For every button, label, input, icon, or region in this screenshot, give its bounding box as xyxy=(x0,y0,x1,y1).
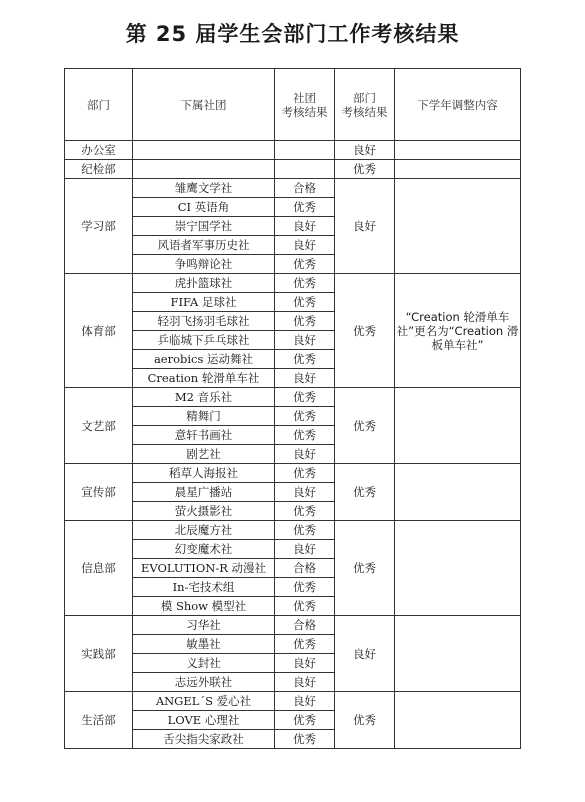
club-name-cell: M2 音乐社 xyxy=(133,388,275,407)
club-result-cell: 良好 xyxy=(275,692,335,711)
table-row xyxy=(65,464,521,483)
header-dept: 部门 xyxy=(65,69,133,141)
club-name-cell: 雏鹰文学社 xyxy=(133,179,275,198)
adjust-cell: “Creation 轮滑单车社”更名为“Creation 滑板单车社” xyxy=(395,274,521,388)
club-name-cell xyxy=(133,141,275,160)
dept-result-cell: 优秀 xyxy=(335,274,395,388)
adjust-cell xyxy=(395,179,521,274)
adjust-cell xyxy=(395,160,521,179)
table-row xyxy=(65,179,521,198)
table-row xyxy=(65,274,521,293)
header-club-result-bottom: 考核结果 xyxy=(281,104,328,119)
club-name-cell: ANGEL´S 爱心社 xyxy=(133,692,275,711)
club-result-cell xyxy=(275,141,335,160)
club-name-cell: 稻草人海报社 xyxy=(133,464,275,483)
club-result-cell: 优秀 xyxy=(275,350,335,369)
dept-cell: 生活部 xyxy=(65,692,133,749)
dept-cell: 体育部 xyxy=(65,274,133,388)
club-name-cell: 幻变魔术社 xyxy=(133,540,275,559)
club-result-cell: 优秀 xyxy=(275,730,335,749)
table-row xyxy=(65,160,521,179)
dept-result-cell: 优秀 xyxy=(335,521,395,616)
club-name-cell: 风语者军事历史社 xyxy=(133,236,275,255)
club-result-cell: 合格 xyxy=(275,559,335,578)
dept-result-cell: 良好 xyxy=(335,616,395,692)
dept-cell: 纪检部 xyxy=(65,160,133,179)
club-name-cell: Creation 轮滑单车社 xyxy=(133,369,275,388)
club-result-cell xyxy=(275,160,335,179)
club-result-cell: 优秀 xyxy=(275,388,335,407)
club-result-cell: 良好 xyxy=(275,331,335,350)
club-result-cell: 良好 xyxy=(275,673,335,692)
dept-cell: 信息部 xyxy=(65,521,133,616)
dept-result-cell: 优秀 xyxy=(335,388,395,464)
adjust-cell xyxy=(395,521,521,616)
club-name-cell: 精舞门 xyxy=(133,407,275,426)
dept-result-cell: 良好 xyxy=(335,179,395,274)
club-result-cell: 优秀 xyxy=(275,464,335,483)
club-result-cell: 优秀 xyxy=(275,312,335,331)
adjust-cell xyxy=(395,692,521,749)
results-table xyxy=(64,68,521,749)
club-name-cell: EVOLUTION-R 动漫社 xyxy=(133,559,275,578)
club-result-cell: 优秀 xyxy=(275,426,335,445)
club-name-cell: 萤火摄影社 xyxy=(133,502,275,521)
club-result-cell: 优秀 xyxy=(275,711,335,730)
table-row xyxy=(65,388,521,407)
header-dept-result-top: 部门 xyxy=(353,90,376,105)
header-clubs: 下属社团 xyxy=(133,69,275,141)
club-name-cell: 轻羽飞扬羽毛球社 xyxy=(133,312,275,331)
dept-cell: 学习部 xyxy=(65,179,133,274)
dept-result-cell: 优秀 xyxy=(335,160,395,179)
club-result-cell: 良好 xyxy=(275,236,335,255)
dept-result-cell: 良好 xyxy=(335,141,395,160)
club-result-cell: 良好 xyxy=(275,540,335,559)
header-club-result-top: 社团 xyxy=(293,90,316,105)
header-dept-result-bottom: 考核结果 xyxy=(341,104,388,119)
club-name-cell: 志远外联社 xyxy=(133,673,275,692)
club-result-cell: 合格 xyxy=(275,179,335,198)
club-name-cell: 争鸣辩论社 xyxy=(133,255,275,274)
club-result-cell: 良好 xyxy=(275,654,335,673)
club-name-cell: CI 英语角 xyxy=(133,198,275,217)
adjust-cell xyxy=(395,616,521,692)
header-dept-result xyxy=(335,69,395,141)
club-name-cell: 虎扑篮球社 xyxy=(133,274,275,293)
table-row xyxy=(65,141,521,160)
club-result-cell: 优秀 xyxy=(275,597,335,616)
club-name-cell: 晨星广播站 xyxy=(133,483,275,502)
club-result-cell: 优秀 xyxy=(275,255,335,274)
dept-cell: 文艺部 xyxy=(65,388,133,464)
table-row xyxy=(65,521,521,540)
header-adjust: 下学年调整内容 xyxy=(395,69,521,141)
club-result-cell: 优秀 xyxy=(275,293,335,312)
club-result-cell: 良好 xyxy=(275,217,335,236)
adjust-cell xyxy=(395,141,521,160)
adjust-cell xyxy=(395,388,521,464)
adjust-cell xyxy=(395,464,521,521)
club-name-cell: 乒临城下乒乓球社 xyxy=(133,331,275,350)
page-title: 第 25 届学生会部门工作考核结果 xyxy=(125,22,460,46)
club-name-cell: 舌尖指尖家政社 xyxy=(133,730,275,749)
club-name-cell: 崇宁国学社 xyxy=(133,217,275,236)
club-name-cell: 义封社 xyxy=(133,654,275,673)
club-name-cell: LOVE 心理社 xyxy=(133,711,275,730)
dept-result-cell: 优秀 xyxy=(335,692,395,749)
dept-result-cell: 优秀 xyxy=(335,464,395,521)
dept-cell: 宣传部 xyxy=(65,464,133,521)
club-result-cell: 优秀 xyxy=(275,198,335,217)
club-name-cell: 模 Show 模型社 xyxy=(133,597,275,616)
club-name-cell xyxy=(133,160,275,179)
club-result-cell: 优秀 xyxy=(275,521,335,540)
header-row xyxy=(65,69,521,141)
club-result-cell: 优秀 xyxy=(275,635,335,654)
table-row xyxy=(65,692,521,711)
club-result-cell: 优秀 xyxy=(275,274,335,293)
club-name-cell: FIFA 足球社 xyxy=(133,293,275,312)
club-result-cell: 良好 xyxy=(275,445,335,464)
table-row xyxy=(65,616,521,635)
club-name-cell: 北辰魔方社 xyxy=(133,521,275,540)
club-name-cell: In-宅技术组 xyxy=(133,578,275,597)
club-result-cell: 优秀 xyxy=(275,578,335,597)
header-club-result xyxy=(275,69,335,141)
table-body xyxy=(65,141,521,749)
dept-cell: 实践部 xyxy=(65,616,133,692)
club-result-cell: 良好 xyxy=(275,483,335,502)
club-name-cell: 意轩书画社 xyxy=(133,426,275,445)
club-name-cell: 习华社 xyxy=(133,616,275,635)
club-name-cell: 敏墨社 xyxy=(133,635,275,654)
club-result-cell: 合格 xyxy=(275,616,335,635)
club-result-cell: 优秀 xyxy=(275,502,335,521)
club-result-cell: 良好 xyxy=(275,369,335,388)
club-result-cell: 优秀 xyxy=(275,407,335,426)
club-name-cell: 剧艺社 xyxy=(133,445,275,464)
club-name-cell: aerobics 运动舞社 xyxy=(133,350,275,369)
dept-cell: 办公室 xyxy=(65,141,133,160)
